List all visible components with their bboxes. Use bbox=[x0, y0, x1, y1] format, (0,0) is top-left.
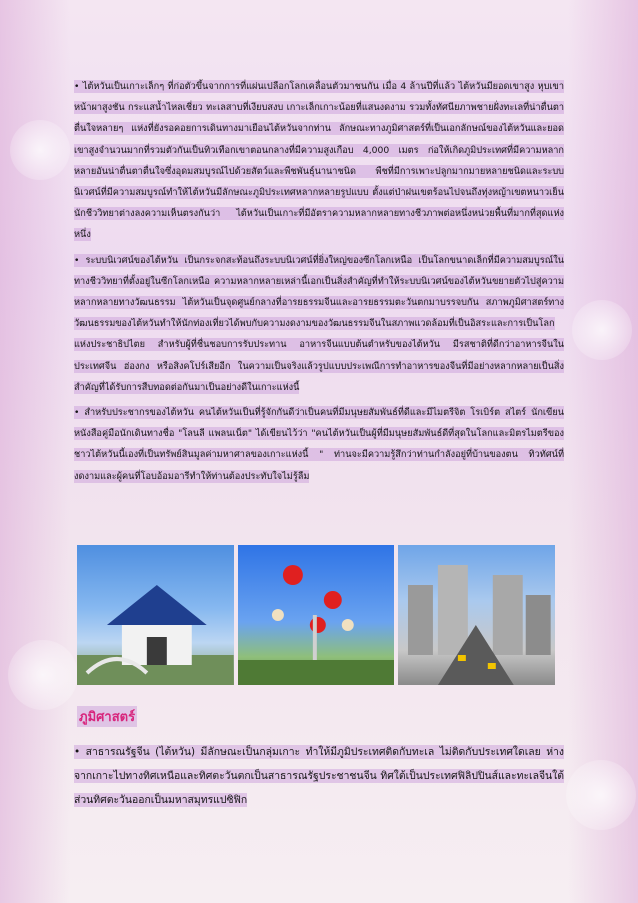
section-intro bbox=[74, 76, 564, 487]
section-geography bbox=[74, 740, 564, 812]
paragraph-geography bbox=[74, 740, 564, 812]
blossom-decoration bbox=[566, 760, 636, 830]
paragraph-text: • ระบบนิเวศน์ของไต้หวัน เป็นกระจกสะท้อนถึงระบบนิเวศน์ที่ยิ่งใหญ่ของซีกโลกเหนือ เป็นโลกขนาดเล็กที่มีความสมบูรณ์ในทางชีววิทยาที่ตั้งอยู่ในซีกโลกเหนือ ความหลากหลายเหล่านี้เอกเป็นสิ่งสำคัญที่ทำให้ระบบนิเวศน์ของไต้หวันขยายตัวไปสู่ความหลากหลายทางวัฒนธรรม ไต้หวันเป็นจุดศูนย์กลางที่อารยธรรมจีนและอารยธรรมตะวันตกมาบรรจบกัน สภาพภูมิศาสตร์ทางวัฒนธรรมของไต้หวันทำให้นักท่องเที่ยวได้พบกับความงดงามของวัฒนธรรมจีนในสภาพแวดล้อมที่เป็นอิสระและการเป็นโลกแห่งประชาธิปไตย สำหรับผู้ที่ชื่นชอบการรับประทาน อาหารจีนแบบต้นตำหรับของไต้หวัน มีรสชาติที่ดีกว่าอาหารจีนในประเทศจีน ฮ่องกง หรือสิงคโปร์เสียอีก ในความเป็นจริงแล้วรูปแบบประเพณีการทำอาหารของจีนที่มีอย่างหลากหลายเป็นสิ่งสำคัญที่ได้รับการสืบทอดต่อกันมาเป็นอย่างดีในเกาะแห่งนี้ bbox=[74, 254, 564, 393]
lantern-festival-photo bbox=[238, 545, 395, 685]
paragraph-people bbox=[74, 402, 564, 487]
memorial-hall-photo bbox=[77, 545, 234, 685]
paragraph-text: • ไต้หวันเป็นเกาะเล็กๆ ที่ก่อตัวขึ้นจากการที่แผ่นเปลือกโลกเคลื่อนตัวมาชนกัน เมื่อ 4 ล้านปีที่แล้ว ไต้หวันมียอดเขาสูง หุบเขา หน้าผาสูงชัน กระแสน้ำไหลเชี่ยว ทะเลสาบที่เงียบสงบ เกาะเล็กเกาะน้อยที่แสนงดงาม รวมทั้งทัศนียภาพชายฝั่งทะเลที่น่าตื่นตาตื่นใจหลายๆ แห่งที่ยังรอคอยการเดินทางมาเยือนไต้หวันจากท่าน ลักษณะทางภูมิศาสตร์ที่เป็นเอกลักษณ์ของไต้หวันและยอดเขาสูงจำนวนมากที่รวมตัวกันเป็นทิวเทือกเขาตอนกลางที่มีความสูงเกือบ 4,000 เมตร ก่อให้เกิดภูมิประเทศที่มีความหลากหลายอันน่าตื่นตาตื่นใจซึ่งอุดมสมบูรณ์ไปด้วยสัตว์และพืชพันธุ์นานาชนิด พืชที่มีการเพาะปลูกมากมายหลายชนิดและระบบนิเวศน์ที่มีความสมบูรณ์ทำให้ไต้หวันมีลักษณะภูมิประเทศหลากหลายรูปแบบ ตั้งแต่ป่าฝนเขตร้อนไปจนถึงทุ่งหญ้าเขตหนาวเย็น นักชีววิทยาต่างลงความเห็นตรงกันว่า ไต้หวันเป็นเกาะที่มีอัตราความหลากหลายทางชีวภาพต่อหนึ่งหน่วยพื้นที่มากที่สุดแห่งหนึ่ง bbox=[74, 81, 564, 241]
paragraph-text: • สำหรับประชากรของไต้หวัน คนไต้หวันเป็นที่รู้จักกันดีว่าเป็นคนที่มีมนุษยสัมพันธ์ที่ดีและมีไมตรีจิต โรเบิร์ต สไตร์ นักเขียนหนังสือคู่มือนักเดินทางชื่อ "โลนลี แพลนเน็ต" ได้เขียนไว้ว่า "คนไต้หวันเป็นผู้ที่มีมนุษยสัมพันธ์ดีที่สุดในโลกและมิตรไมตรีของชาวไต้หวันนี้เองที่เป็นทรัพย์สินมูลค่ามหาศาลของเกาะแห่งนี้ " ท่านจะมีความรู้สึกว่าท่านกำลังอยู่ที่บ้านของตน ทิวทัศน์ที่งดงามและผู้คนที่โอบอ้อมอารีทำให้ท่านต้องประทับใจไม่รู้ลืม bbox=[74, 407, 564, 482]
city-street-photo bbox=[398, 545, 555, 685]
blossom-decoration bbox=[10, 120, 70, 180]
blossom-decoration bbox=[572, 300, 632, 360]
paragraph-text: • สาธารณรัฐจีน (ไต้หวัน) มีลักษณะเป็นกลุ่มเกาะ ทำให้มีภูมิประเทศติดกับทะเล ไม่ติดกับประเทศใดเลย ห่างจากเกาะไปทางทิศเหนือและทิศตะวันตกเป็นสาธารณรัฐประชาชนจีน ทิศใต้เป็นประเทศฟิลิปปินส์และทะเลจีนใต้ ส่วนทิศตะวันออกเป็นมหาสมุทรแปซิฟิก bbox=[74, 746, 564, 806]
photo-strip bbox=[77, 545, 555, 685]
blossom-decoration bbox=[8, 640, 78, 710]
section-heading-geography: ภูมิศาสตร์ bbox=[77, 706, 137, 727]
paragraph-landscape bbox=[74, 76, 564, 246]
paragraph-ecosystem bbox=[74, 250, 564, 398]
